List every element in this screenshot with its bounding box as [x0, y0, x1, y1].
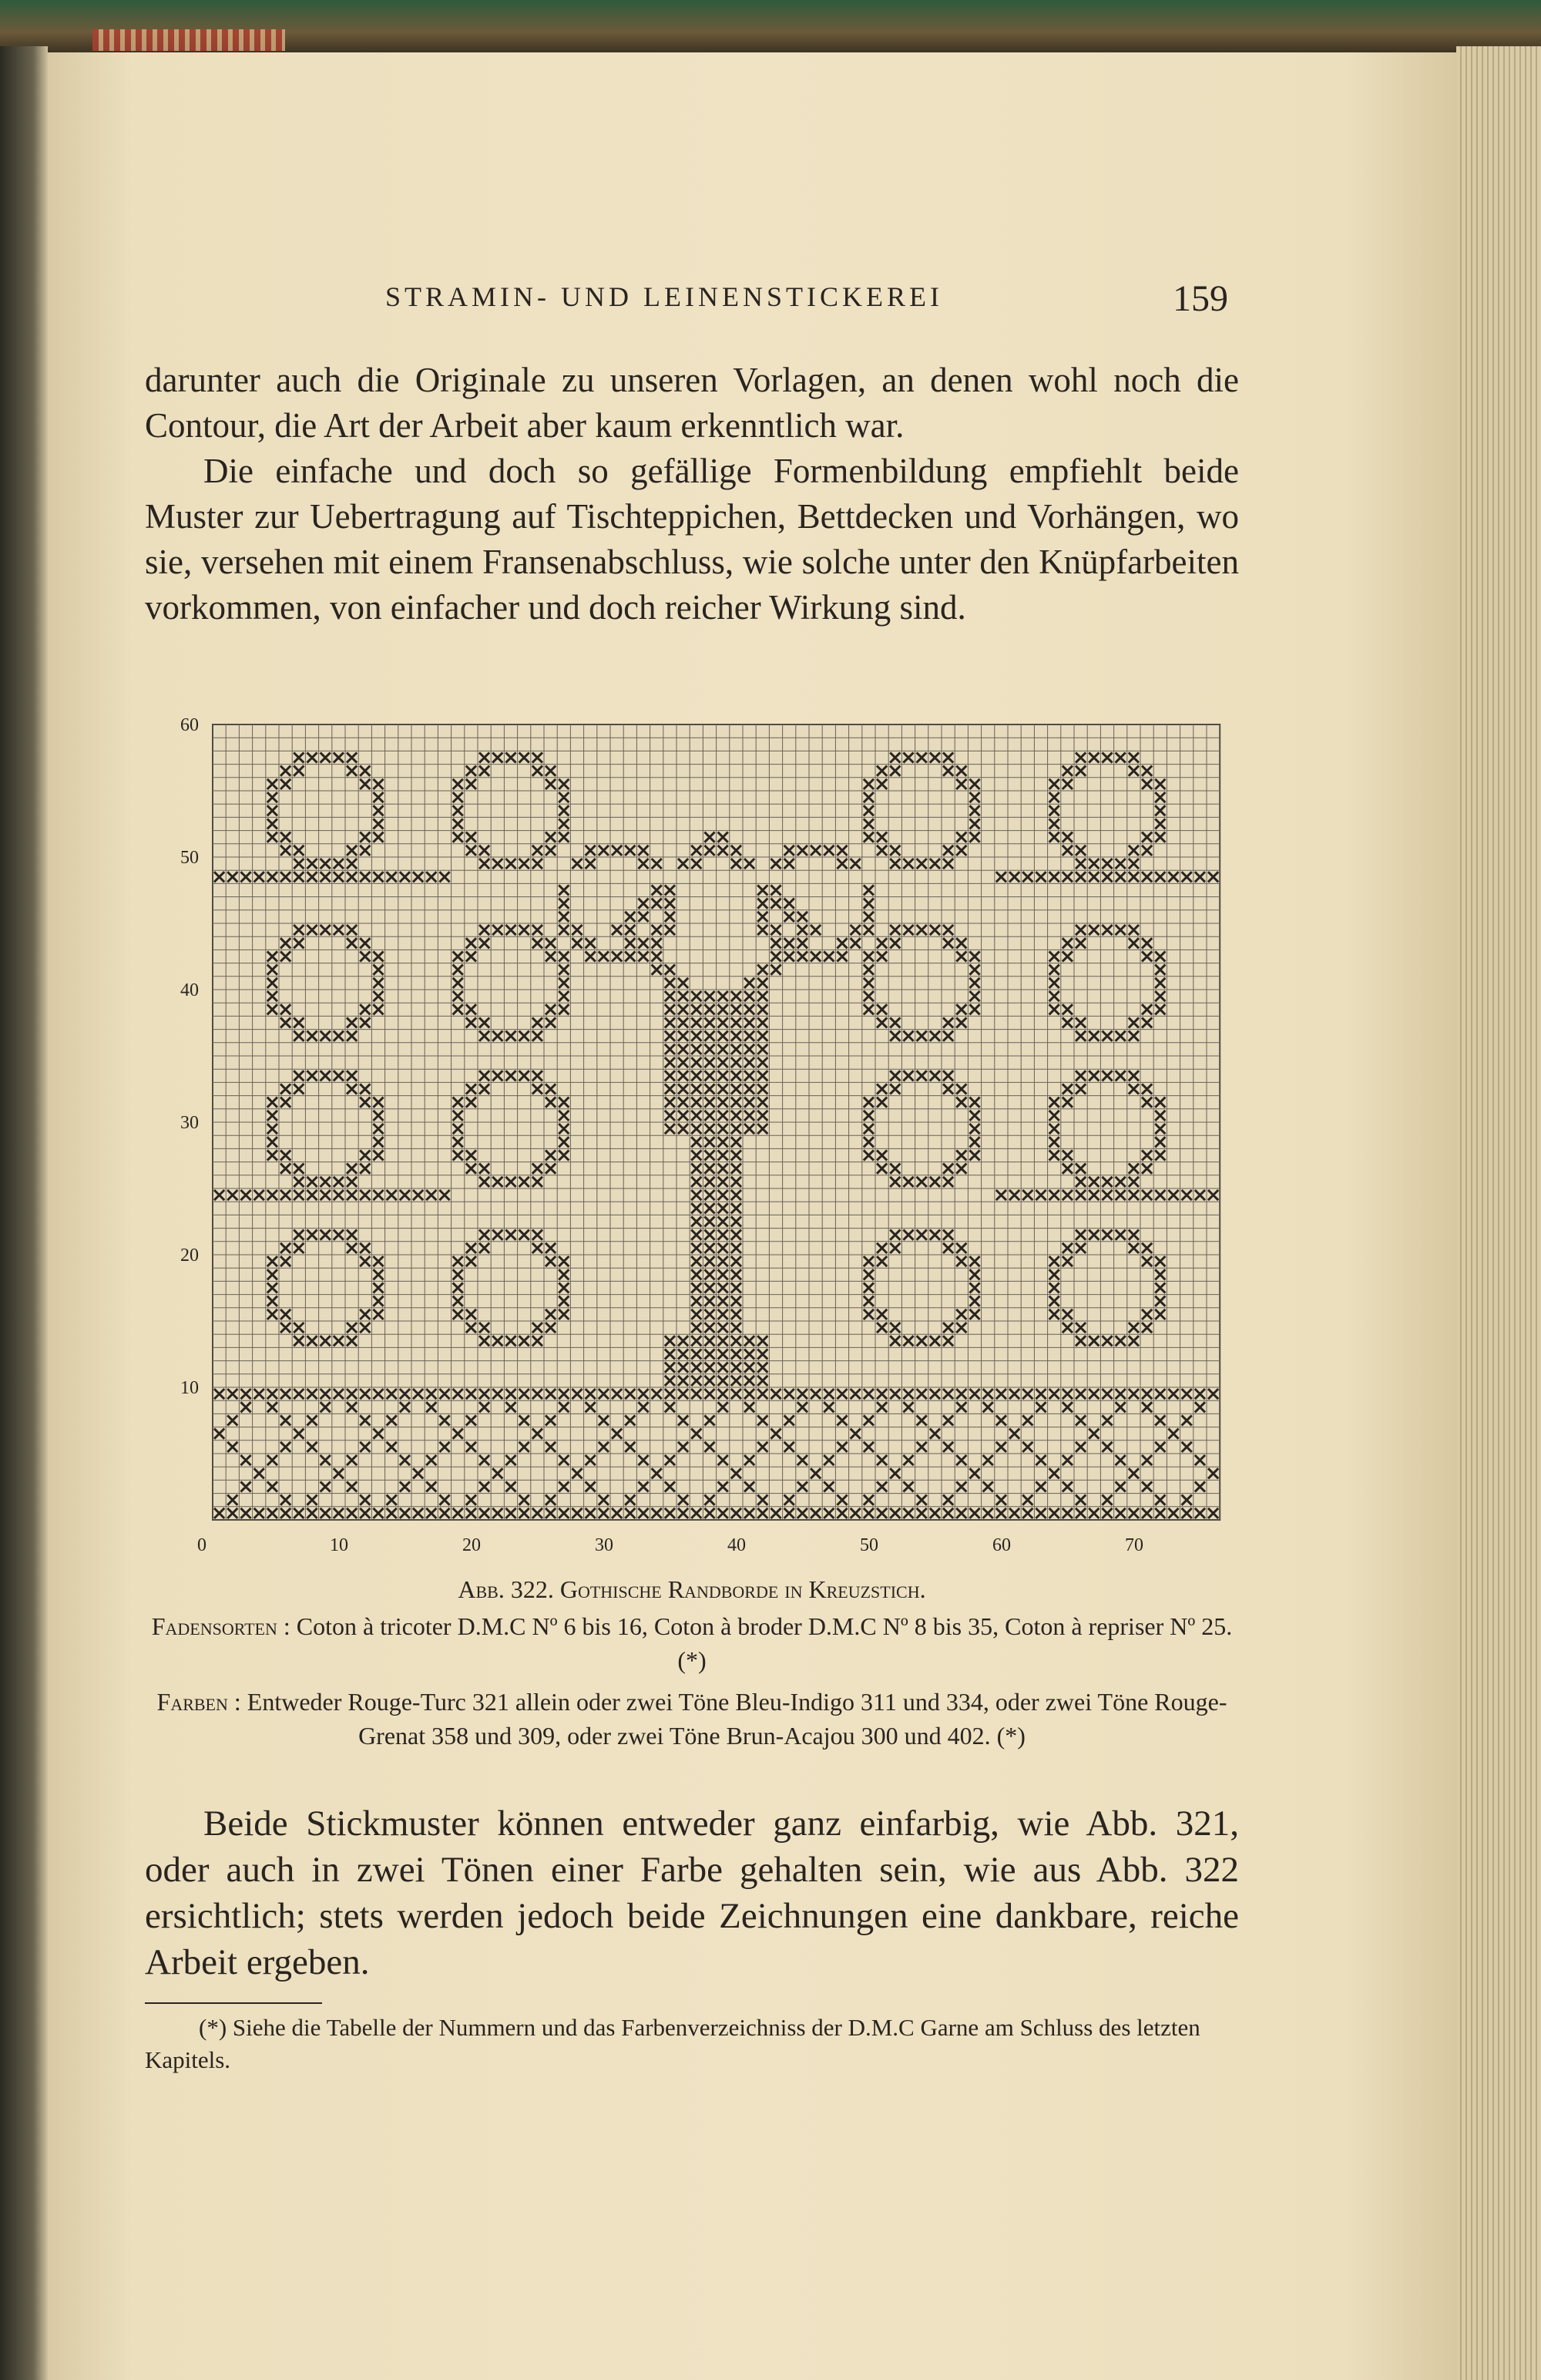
x-tick-label: 50: [860, 1535, 878, 1555]
fadensorten-label: Fadensorten :: [151, 1612, 290, 1640]
grid-lines: [213, 724, 1220, 1520]
page-number: 159: [1173, 278, 1228, 319]
x-tick-label: 70: [1125, 1535, 1143, 1555]
x-tick-label: 10: [330, 1535, 348, 1555]
left-page-edge: [0, 46, 48, 2380]
paragraph-3: Beide Stickmuster können entweder ganz einfarbig, wie Abb. 321, oder auch in zwei Tönen einer Farbe gehalten sein, wie aus Abb. 322 ersichtlich; stets werden jedoch beide Zeichnungen eine dankbare, reiche Arbeit ergeben.: [145, 1803, 1239, 1982]
farben-label: Farben :: [156, 1688, 241, 1716]
x-tick-label: 0: [197, 1535, 206, 1555]
x-tick-label: 40: [727, 1535, 746, 1555]
paragraph-1: darunter auch die Originale zu unseren Vorlagen, an denen wohl noch die Contour, die Art der Arbeit aber kaum erkenntlich war.: [145, 361, 1239, 445]
x-tick-label: 30: [595, 1535, 613, 1555]
cross-stitch-pattern-figure: [170, 709, 1248, 1565]
y-tick-label: 60: [180, 715, 199, 735]
fadensorten-note: [145, 1609, 1239, 1677]
farben-note: [145, 1685, 1239, 1753]
body-text-top: [145, 358, 1239, 630]
book-spine: [0, 0, 1541, 54]
x-tick-label: 20: [462, 1535, 481, 1555]
footnote: [145, 2012, 1239, 2076]
y-tick-label: 40: [180, 980, 199, 1000]
farben-text: Entweder Rouge-Turc 321 allein oder zwei Töne Bleu-Indigo 311 und 334, oder zwei Töne Rouge-Grenat 358 und 309, oder zwei Töne Brun-Acajou 300 und 402. (*): [247, 1688, 1227, 1750]
page-edges: [1456, 46, 1541, 2380]
y-tick-label: 30: [180, 1113, 199, 1133]
y-tick-label: 20: [180, 1245, 199, 1266]
body-text-bottom: [145, 1800, 1239, 1985]
footnote-text: (*) Siehe die Tabelle der Nummern und das Farbenverzeichniss der D.M.C Garne am Schluss des letzten Kapitels.: [145, 2014, 1200, 2073]
y-tick-label: 50: [180, 848, 199, 868]
figure-caption: Abb. 322. Gothische Randborde in Kreuzstich.: [458, 1575, 926, 1603]
footnote-rule: [145, 2002, 322, 2004]
fadensorten-text: Coton à tricoter D.M.C Nº 6 bis 16, Coton à broder D.M.C Nº 8 bis 35, Coton à repriser Nº 25. (*): [296, 1612, 1233, 1674]
y-tick-label: 10: [180, 1378, 199, 1398]
running-title: STRAMIN- UND LEINENSTICKEREI: [385, 281, 943, 312]
x-tick-label: 60: [992, 1535, 1011, 1555]
spine-ornament: [92, 29, 285, 51]
paragraph-2: Die einfache und doch so gefällige Formenbildung empfiehlt beide Muster zur Uebertragung auf Tischteppichen, Bettdecken und Vorhängen, wo sie, versehen mit einem Fransenabschluss, wie solche unter den Knüpfarbeiten vorkommen, von einfacher und doch reicher Wirkung sind.: [145, 452, 1239, 627]
